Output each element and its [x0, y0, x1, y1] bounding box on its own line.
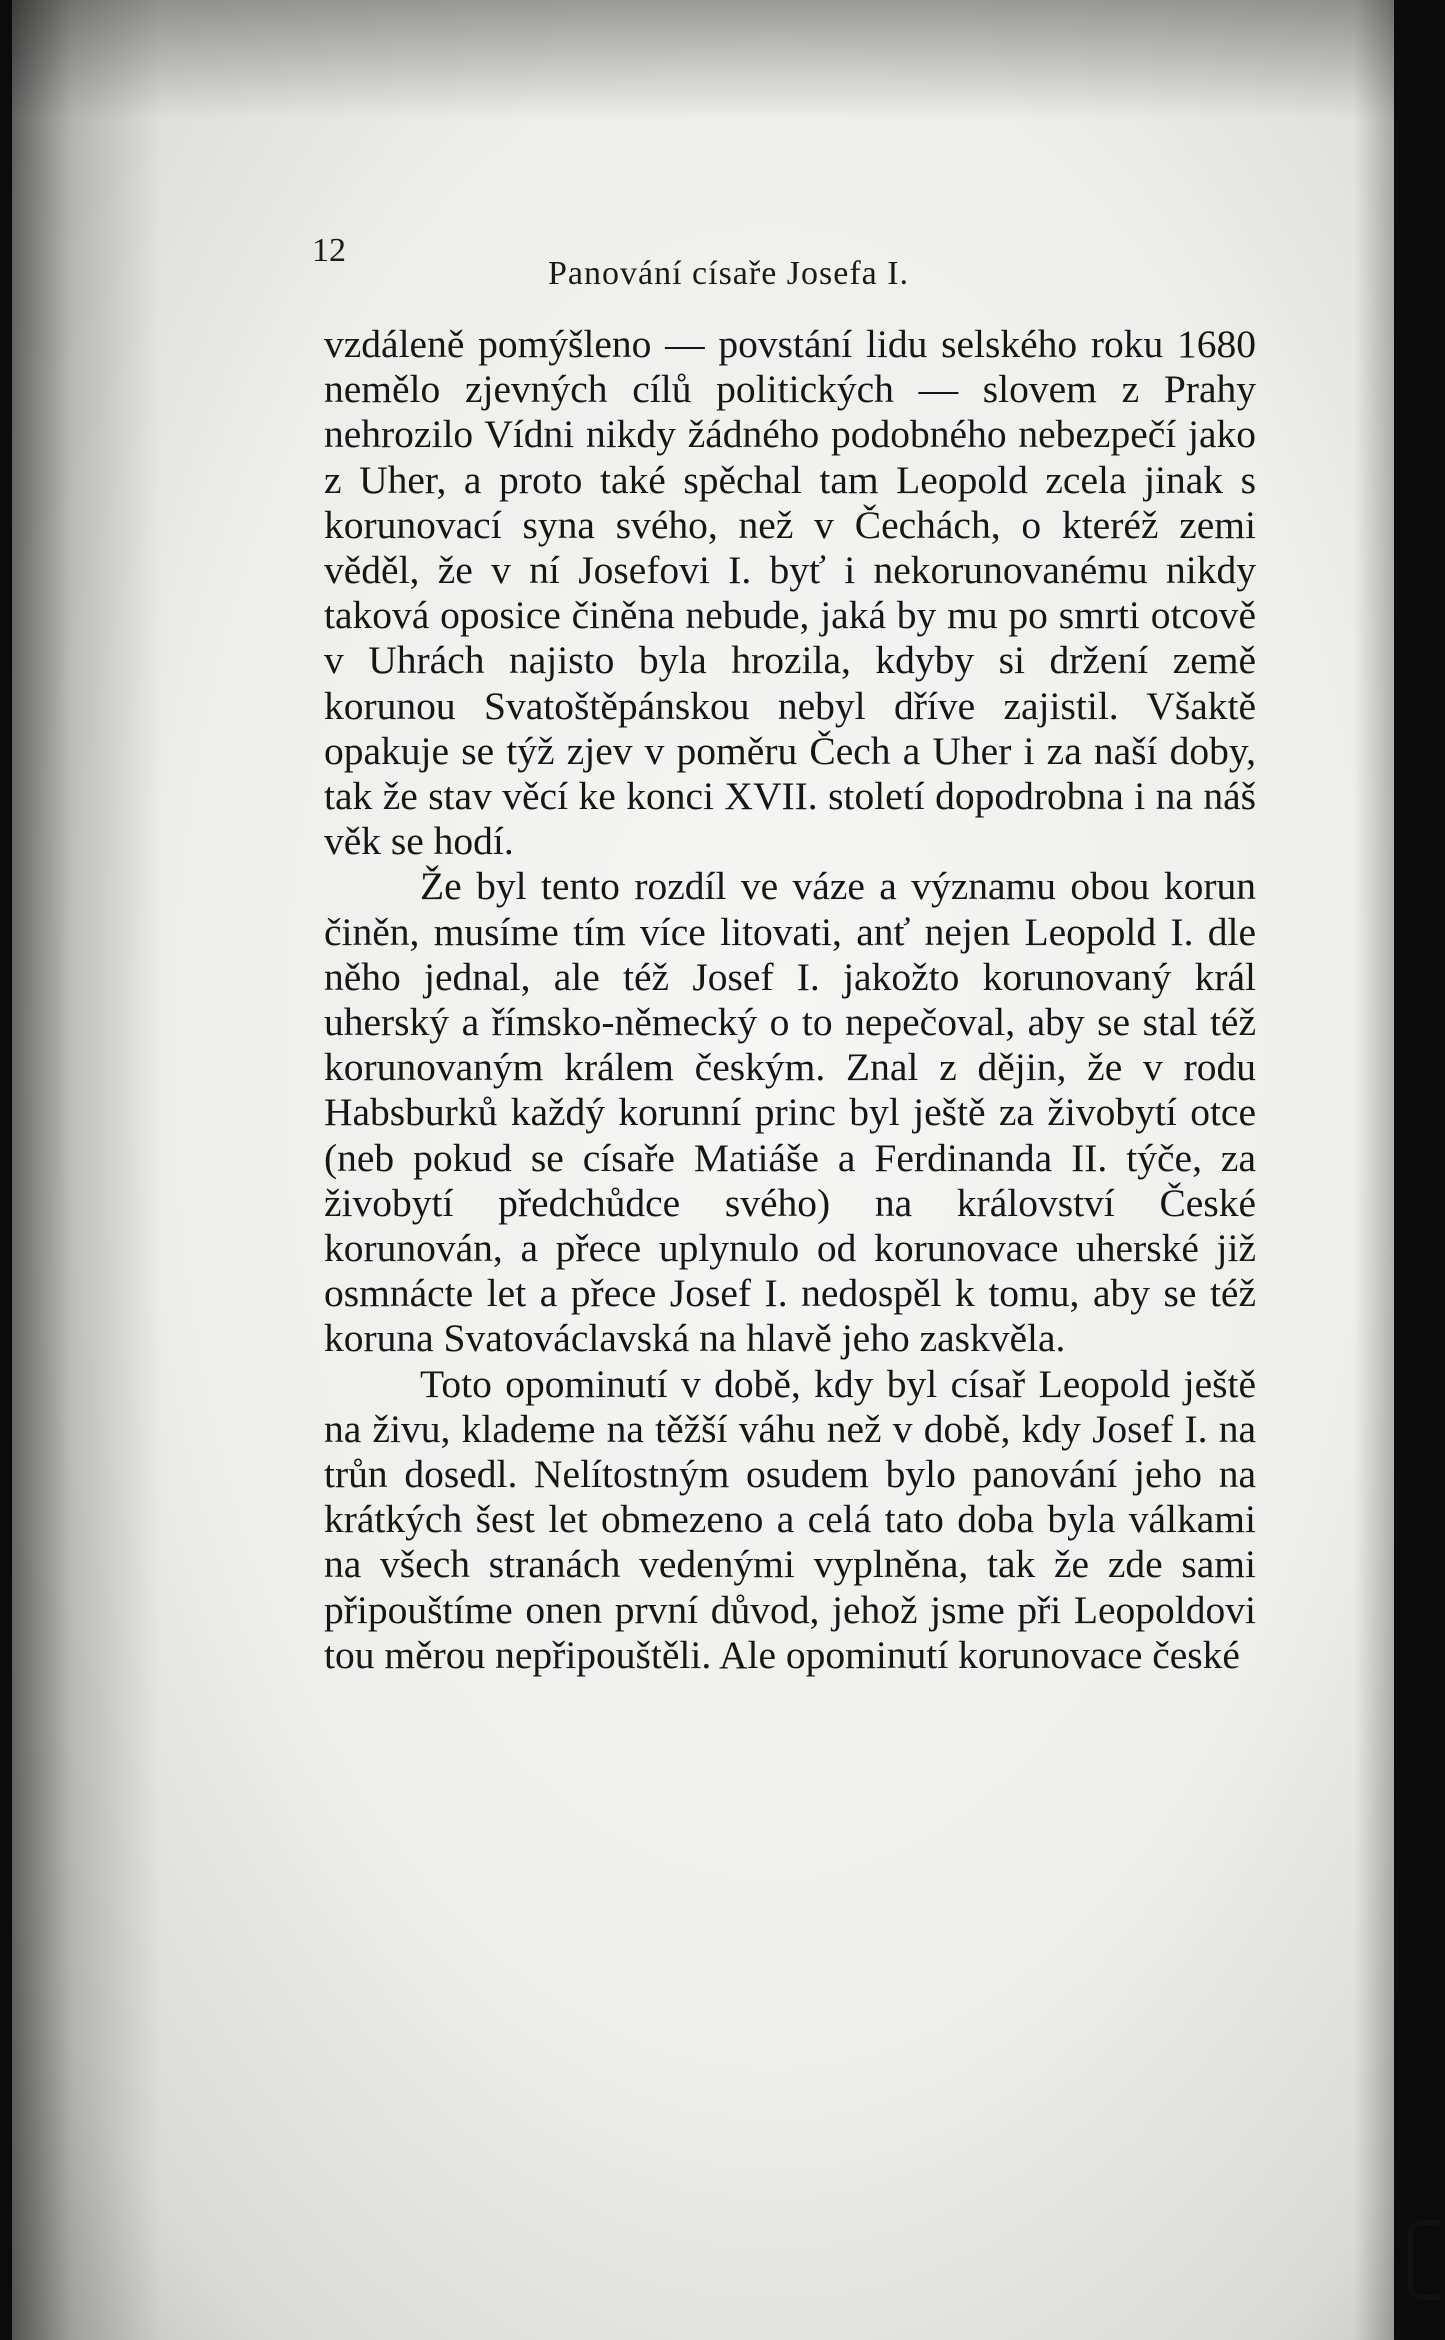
top-edge-shadow [12, 0, 1394, 120]
page-number: 12 [312, 232, 346, 269]
body-text [324, 322, 1256, 1678]
paragraph-1: vzdáleně pomýšleno — povstání lidu selského roku 1680 nemělo zjevných cílů politických — slovem z Prahy nehrozilo Vídni nikdy žádného podobného nebezpečí jako z Uher, a proto také spěchal tam Leopold zcela jinak s korunovací syna svého, než v Čechách, o kteréž zemi věděl, že v ní Josefovi I. byť i nekorunovanému nikdy taková oposice činěna nebude, jaká by mu po smrti otcově v Uhrách najisto byla hrozila, kdyby si držení země korunou Svatoštěpánskou nebyl dříve zajistil. Všaktě opakuje se týž zjev v poměru Čech a Uher i za naší doby, tak že stav věcí ke konci XVII. století dopodrobna i na náš věk se hodí. [324, 322, 1256, 864]
binding-shadow [12, 0, 162, 2340]
paragraph-2: Že byl tento rozdíl ve váze a významu obou korun činěn, musíme tím více litovati, anť nejen Leopold I. dle něho jednal, ale též Josef I. jakožto korunovaný král uherský a římsko-německý o to nepečoval, aby se stal též korunovaným králem českým. Znal z dějin, že v rodu Habsburků každý korunní princ byl ještě za živobytí otce (neb pokud se císaře Matiáše a Ferdinanda II. týče, za živobytí předchůdce svého) na království České korunován, a přece uplynulo od korunovace uherské již osmnácte let a přece Josef I. nedospěl k tomu, aby se též koruna Svatováclavská na hlavě jeho zaskvěla. [324, 864, 1256, 1361]
running-title: Panování císaře Josefa I. [548, 255, 910, 292]
right-edge-shadow [1354, 0, 1394, 2340]
paragraph-3: Toto opominutí v době, kdy byl císař Leopold ještě na živu, klademe na těžší váhu než v době, kdy Josef I. na trůn dosedl. Nelítostným osudem bylo panování jeho na krátkých šest let obmezeno a celá tato doba byla válkami na všech stranách vedenými vyplněna, tak že zde sami připouštíme onen první důvod, jehož jsme při Leopoldovi tou měrou nepřipouštěli. Ale opominutí korunovace české [324, 1361, 1256, 1677]
scanner-clip-mark [1408, 2220, 1439, 2300]
